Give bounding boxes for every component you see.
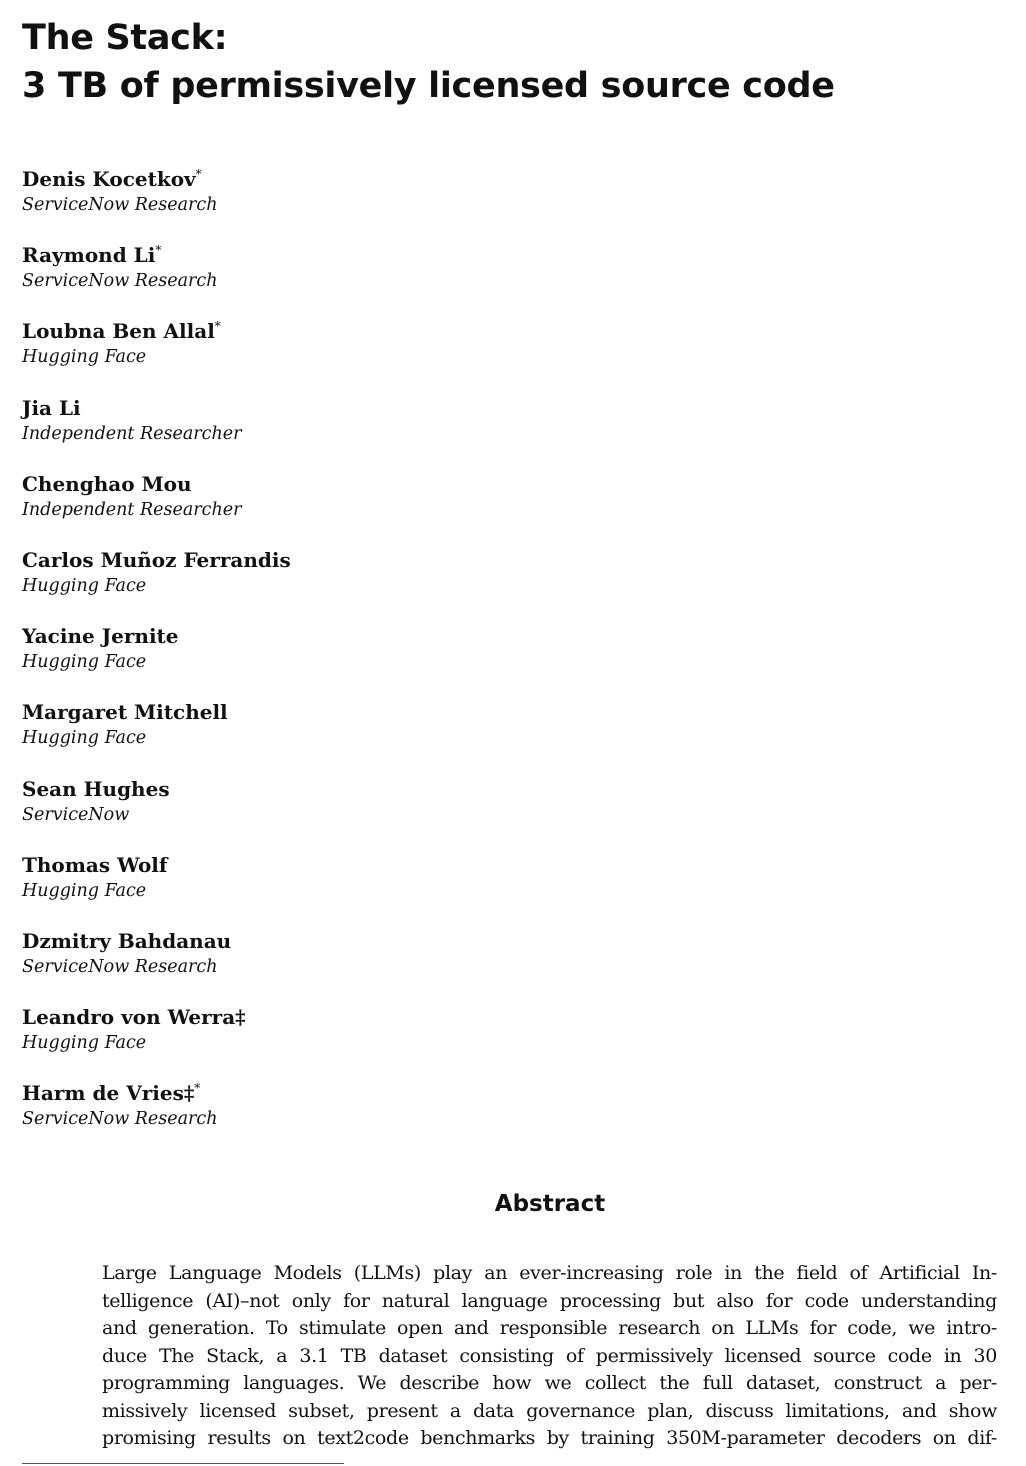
author-entry (22, 547, 291, 623)
author-name (22, 699, 291, 726)
abstract-heading: Abstract (494, 1191, 606, 1217)
author-entry (22, 395, 291, 471)
author-name-text: Thomas Wolf (22, 852, 168, 877)
equal-contribution-mark: * (195, 167, 202, 181)
author-affiliation: Hugging Face (22, 728, 147, 749)
author-name-text: Chenghao Mou (22, 471, 192, 496)
author-name-text: Jia Li (22, 395, 81, 420)
author-affiliation: Independent Researcher (22, 499, 242, 520)
author-affiliation: ServiceNow (22, 804, 130, 825)
author-name (22, 166, 291, 193)
author-affiliation: ServiceNow Research (22, 195, 218, 215)
author-affiliation: ServiceNow Research (22, 271, 218, 292)
author-name-text: Sean Hughes (22, 776, 170, 801)
author-name-text: Loubna Ben Allal (22, 319, 215, 344)
abstract-line: missively licensed subset, present a data governance plan, discuss limitations, and show (102, 1399, 997, 1422)
author-name (22, 1080, 291, 1107)
author-name (22, 928, 291, 955)
author-entry (22, 318, 291, 394)
equal-contribution-mark: * (155, 243, 162, 258)
author-name (22, 852, 291, 879)
author-entry (22, 1080, 291, 1156)
author-entry (22, 1004, 291, 1080)
footnote-rule (22, 1463, 344, 1464)
author-affiliation: Hugging Face (22, 575, 147, 596)
author-name-text: Raymond Li (22, 243, 156, 268)
abstract-line: duce The Stack, a 3.1 TB dataset consisting of permissively licensed source code in 30 (102, 1344, 997, 1367)
author-name (22, 1004, 291, 1031)
author-name (22, 776, 291, 803)
author-entry (22, 852, 291, 928)
equal-contribution-mark: * (214, 319, 221, 334)
author-affiliation: Hugging Face (22, 1033, 147, 1054)
author-name (22, 471, 291, 498)
abstract-line: and generation. To stimulate open and responsible research on LLMs for code, we intro- (102, 1317, 997, 1339)
author-entry (22, 166, 291, 242)
abstract-line: promising results on text2code benchmarks by training 350M-parameter decoders on dif- (102, 1427, 997, 1449)
author-entry (22, 699, 291, 775)
author-name-text: Harm de Vries‡ (22, 1081, 195, 1106)
author-entry (22, 471, 291, 547)
author-name-text: Dzmitry Bahdanau (22, 928, 232, 953)
author-name-text: Leandro von Werra‡ (22, 1005, 246, 1030)
author-entry (22, 776, 291, 852)
author-affiliation: ServiceNow Research (22, 956, 218, 977)
paper-title (22, 14, 835, 110)
author-affiliation: Hugging Face (22, 880, 147, 901)
equal-contribution-mark: * (194, 1081, 201, 1096)
author-name-text: Yacine Jernite (22, 624, 179, 649)
author-entry (22, 928, 291, 1004)
author-name (22, 547, 291, 574)
author-affiliation: Hugging Face (22, 347, 147, 368)
author-name (22, 242, 291, 269)
author-list (22, 166, 291, 1156)
author-entry (22, 623, 291, 699)
author-name-text: Denis Kocetkov (22, 167, 196, 191)
author-name (22, 395, 291, 422)
author-entry (22, 242, 291, 318)
abstract-line: Large Language Models (LLMs) play an ever-increasing role in the field of Artificial In- (102, 1262, 997, 1284)
author-name (22, 318, 291, 345)
author-affiliation: ServiceNow Research (22, 1109, 218, 1130)
abstract-line: telligence (AI)–not only for natural language processing but also for code understanding (102, 1289, 997, 1312)
author-affiliation: Hugging Face (22, 652, 147, 673)
author-name-text: Margaret Mitchell (22, 700, 228, 725)
author-name (22, 623, 291, 650)
paper-title-line-2: 3 TB of permissively licensed source code (22, 66, 835, 106)
paper-title-line-1: The Stack: (22, 18, 228, 58)
author-name-text: Carlos Muñoz Ferrandis (22, 547, 291, 572)
abstract-line: programming languages. We describe how we collect the full dataset, construct a per- (102, 1372, 997, 1394)
abstract-body (102, 1260, 997, 1453)
author-affiliation: Independent Researcher (22, 423, 242, 444)
